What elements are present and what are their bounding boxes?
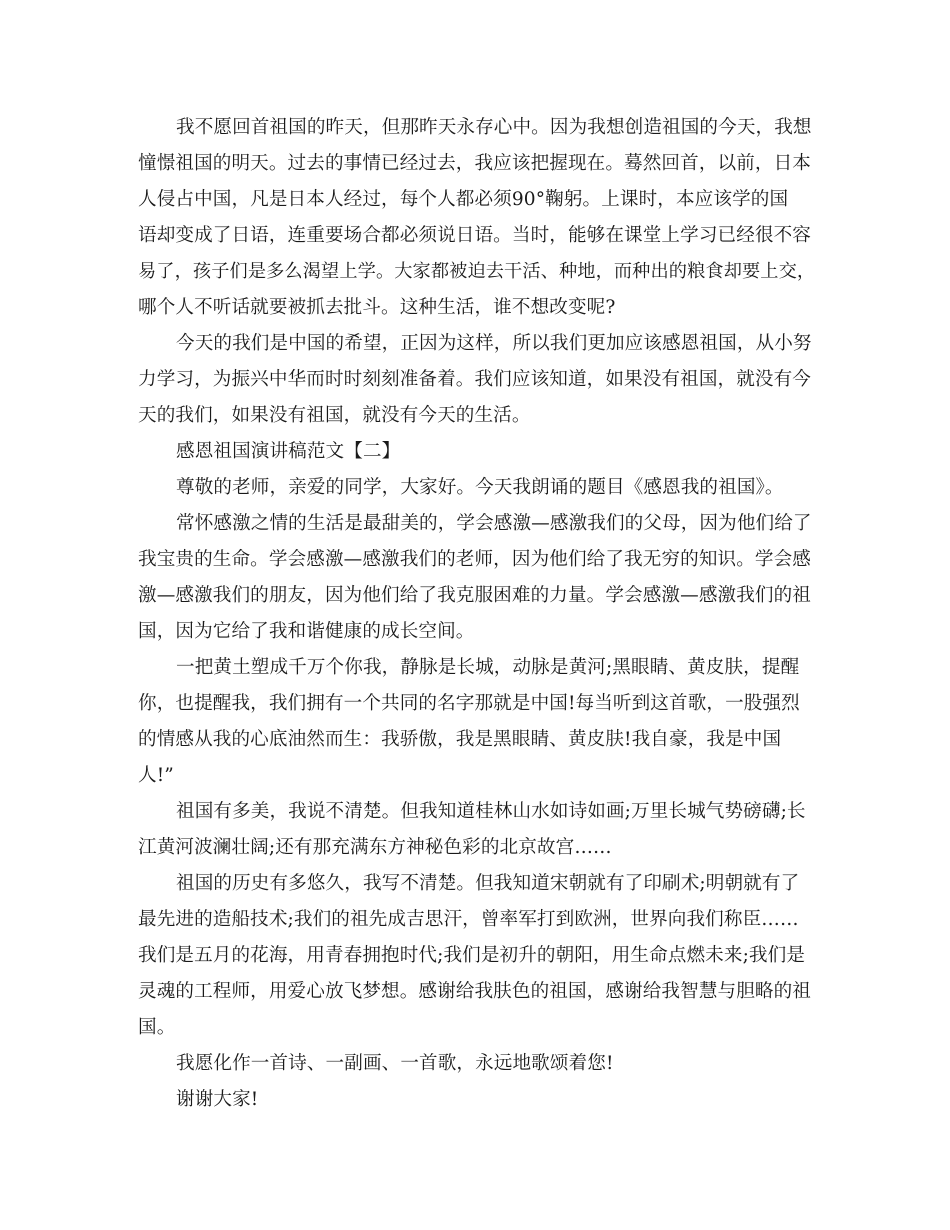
text-line: 语却变成了日语，连重要场合都必须说日语。当时，能够在课堂上学习已经很不容: [138, 225, 811, 246]
text-line: 最先进的造船技术;我们的祖先成吉思汗，曾率军打到欧洲，世界向我们称臣……: [138, 909, 799, 930]
text-line: 尊敬的老师，亲爱的同学，大家好。今天我朗诵的题目《感恩我的祖国》。: [176, 477, 784, 498]
section-heading: 感恩祖国演讲稿范文【二】: [176, 441, 401, 462]
text-line: 我不愿回首祖国的昨天，但那昨天永存心中。因为我想创造祖国的今天，我想: [176, 117, 812, 138]
text-line: 我愿化作一首诗、一副画、一首歌，永远地歌颂着您!: [176, 1053, 614, 1074]
text-line: 憧憬祖国的明天。过去的事情已经过去，我应该把握现在。蓦然回首，以前，日本: [138, 153, 811, 174]
text-line: 我宝贵的生命。学会感激—感激我们的老师，因为他们给了我无穷的知识。学会感: [138, 549, 811, 570]
text-line: 祖国有多美，我说不清楚。但我知道桂林山水如诗如画;万里长城气势磅礴;长: [176, 801, 806, 822]
text-line: 我们是五月的花海，用青春拥抱时代;我们是初升的朝阳，用生命点燃未来;我们是: [138, 945, 806, 966]
text-line: 人!”: [138, 765, 174, 786]
text-line: 一把黄土塑成千万个你我，静脉是长城，动脉是黄河;黑眼睛、黄皮肤，提醒: [176, 657, 800, 678]
text-line: 天的我们，如果没有祖国，就没有今天的生活。: [138, 405, 531, 426]
text-line: 易了，孩子们是多么渴望上学。大家都被迫去干活、种地，而种出的粮食却要上交，: [138, 261, 816, 282]
text-line: 常怀感激之情的生活是最甜美的，学会感激—感激我们的父母，因为他们给了: [176, 513, 812, 534]
text-line: 国。: [138, 1017, 176, 1038]
text-line: 力学习，为振兴中华而时时刻刻准备着。我们应该知道，如果没有祖国，就没有今: [138, 369, 811, 390]
text-line: 谢谢大家!: [176, 1089, 259, 1110]
text-line: 国，因为它给了我和谐健康的成长空间。: [138, 621, 475, 642]
text-line: 人侵占中国，凡是日本人经过，每个人都必须90°鞠躬。上课时，本应该学的国: [138, 189, 789, 210]
text-line: 的情感从我的心底油然而生：我骄傲，我是黑眼睛、黄皮肤!我自豪，我是中国: [138, 729, 782, 750]
text-line: 今天的我们是中国的希望，正因为这样，所以我们更加应该感恩祖国，从小努: [176, 333, 812, 354]
text-line: 祖国的历史有多悠久，我写不清楚。但我知道宋朝就有了印刷术;明朝就有了: [176, 873, 800, 894]
text-line: 灵魂的工程师，用爱心放飞梦想。感谢给我肤色的祖国，感谢给我智慧与胆略的祖: [138, 981, 811, 1002]
text-line: 江黄河波澜壮阔;还有那充满东方神秘色彩的北京故宫……: [138, 837, 612, 858]
text-line: 你，也提醒我，我们拥有一个共同的名字那就是中国!每当听到这首歌，一股强烈: [138, 693, 800, 714]
text-line: 哪个人不听话就要被抓去批斗。这种生活，谁不想改变呢?: [138, 297, 616, 318]
text-line: 激—感激我们的朋友，因为他们给了我克服困难的力量。学会感激—感激我们的祖: [138, 585, 811, 606]
